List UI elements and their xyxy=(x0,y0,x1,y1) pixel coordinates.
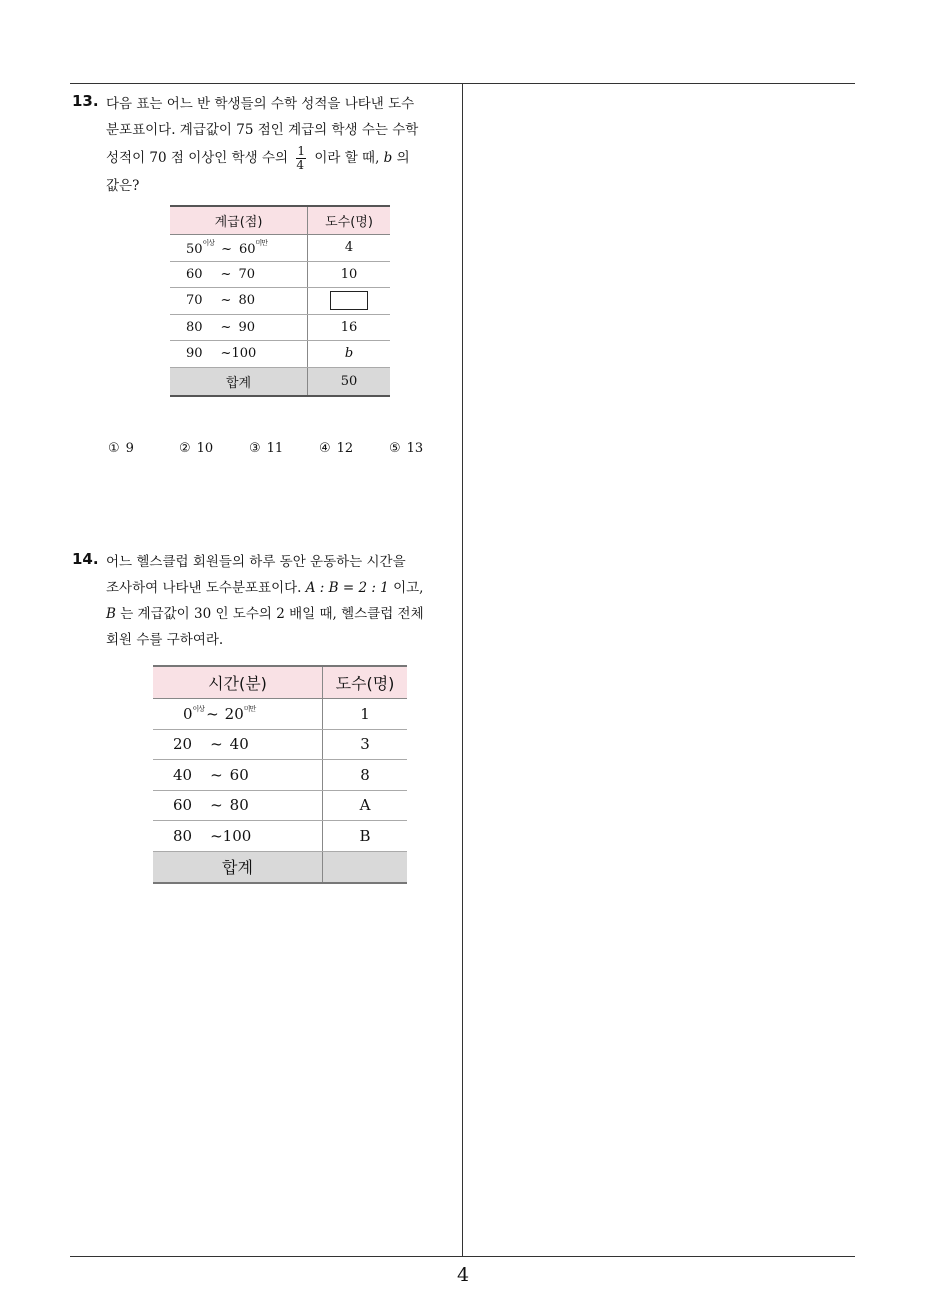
frequency-table-14 xyxy=(153,665,407,884)
choice-5[interactable]: ⑤ 13 xyxy=(389,441,424,456)
frequency-table-13 xyxy=(170,205,390,397)
table-row: 40 ~ 60 8 xyxy=(153,760,407,791)
table-total-row: 합계 xyxy=(153,851,407,883)
table-header xyxy=(170,206,390,235)
table-row: 80 ~ 90 16 xyxy=(170,314,390,341)
question-text: 다음 표는 어느 반 학생들의 수학 성적을 나타낸 도수 분포표이다. 계급값이 75 점인 계급의 학생 수는 수학 성적이 70 점 이상인 학생 수의 $\frac{1}{4}$ 이라 할 때, b 의 값은? xyxy=(106,96,419,194)
answer-blank xyxy=(330,291,368,310)
question-13 xyxy=(72,91,458,199)
table-total-row: 합계 50 xyxy=(170,367,390,396)
header-frequency: 도수(명) xyxy=(323,666,408,699)
page-number: 4 xyxy=(456,1264,470,1286)
fraction: $\frac{1}{4}$ xyxy=(296,144,306,172)
table-row: 90 ~100 b xyxy=(170,341,390,368)
table-row: 60 ~ 70 10 xyxy=(170,261,390,288)
question-number: 13. xyxy=(72,92,99,110)
question-14 xyxy=(72,549,458,653)
question-number: 14. xyxy=(72,550,99,568)
table-row: $0^{이상}$ ~ $20^{미만}$ 1 xyxy=(153,699,407,730)
header-class: 계급(점) xyxy=(170,206,308,235)
table-row: 80 ~100 B xyxy=(153,821,407,852)
table-row: 20 ~ 40 3 xyxy=(153,729,407,760)
choice-3[interactable]: ③ 11 xyxy=(249,441,284,456)
table-row: 70 ~ 80 xyxy=(170,288,390,315)
table-header xyxy=(153,666,407,699)
choice-2[interactable]: ② 10 xyxy=(179,441,214,456)
table-row: 60 ~ 80 A xyxy=(153,790,407,821)
table-row: $50^{이상}$ ~ $60^{미만}$ 4 xyxy=(170,235,390,262)
choice-1[interactable]: ① 9 xyxy=(108,441,134,456)
choice-4[interactable]: ④ 12 xyxy=(319,441,354,456)
question-text: 어느 헬스클럽 회원들의 하루 동안 운동하는 시간을 조사하여 나타낸 도수분포표이다. A : B = 2 : 1 이고, B 는 계급값이 30 인 도수의 2 배일 때, 헬스클럽 전체 회원 수를 구하여라. xyxy=(106,554,424,648)
header-time: 시간(분) xyxy=(153,666,323,699)
bottom-rule xyxy=(70,1256,855,1257)
header-frequency: 도수(명) xyxy=(308,206,391,235)
column-divider xyxy=(462,83,463,1257)
